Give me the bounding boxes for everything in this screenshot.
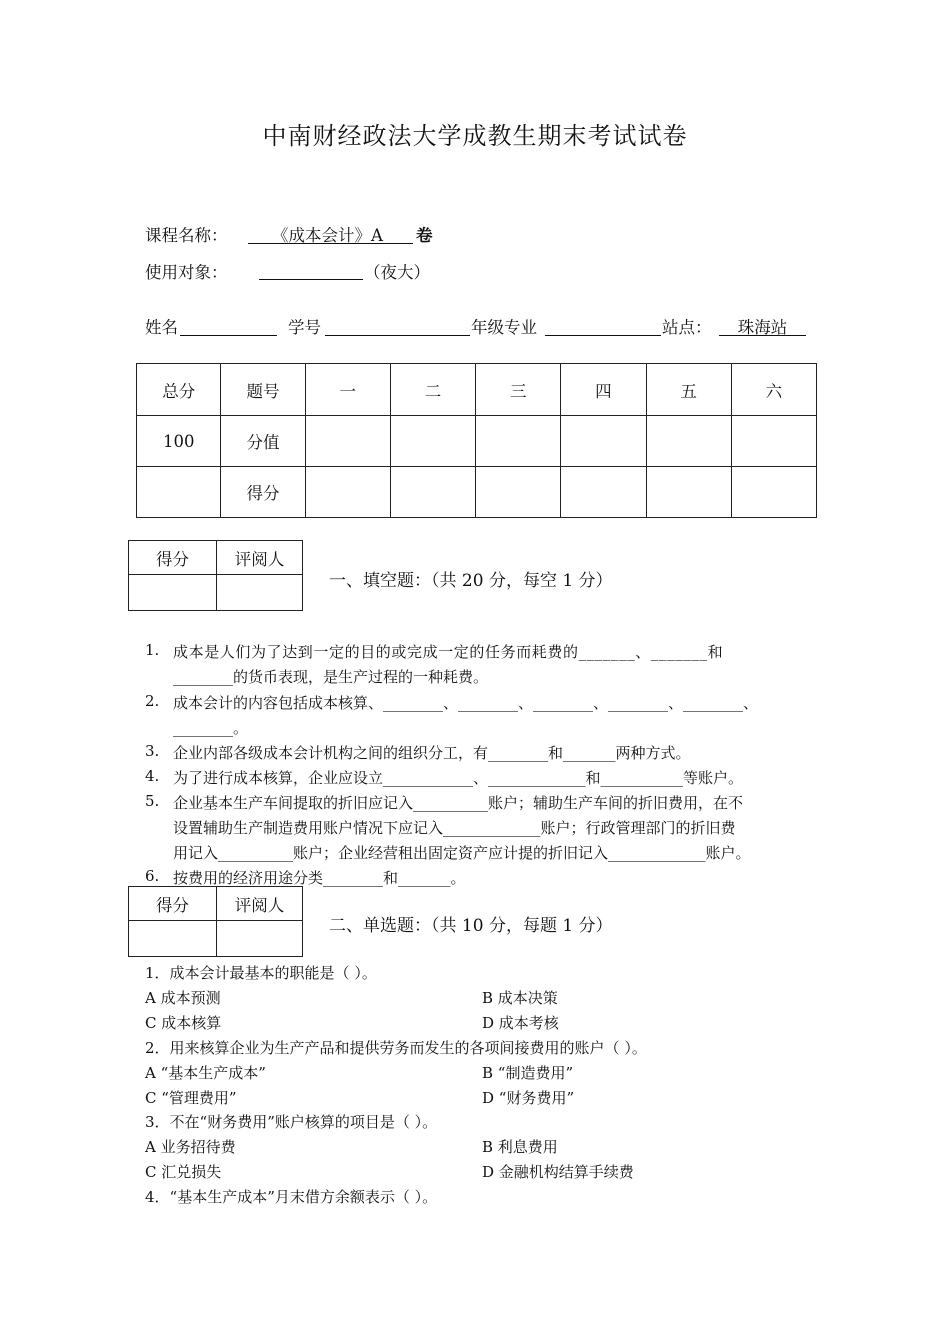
table-cell: 三 <box>476 364 561 416</box>
grader-score-cell <box>129 921 217 957</box>
station-label: 站点： <box>662 318 712 337</box>
name-label: 姓名 <box>145 318 178 337</box>
table-cell: 四 <box>561 364 646 416</box>
question-line: 设置辅助生产制造费用账户情况下应记入_____________账户；行政管理部门的折旧费 <box>173 819 736 837</box>
question-text: 1．成本会计最基本的职能是（ ）。 <box>145 964 377 982</box>
option: B 成本决策 <box>482 989 558 1007</box>
question-line: 成本会计的内容包括成本核算、________、________、________、________、________、 <box>173 694 759 712</box>
table-cell: 总分 <box>137 364 221 416</box>
table-cell <box>731 467 816 518</box>
grader-box-1 <box>128 540 303 611</box>
question-number: 2. <box>145 692 160 710</box>
grader-score-label: 得分 <box>129 887 217 921</box>
option: D 成本考核 <box>482 1014 559 1032</box>
table-cell: 二 <box>390 364 475 416</box>
table-cell <box>646 416 731 467</box>
course-value: 《成本会计》A <box>272 226 383 245</box>
course-suffix: 卷 <box>416 226 433 245</box>
table-cell <box>305 467 390 518</box>
table-cell: 100 <box>137 416 221 467</box>
option: C “管理费用” <box>145 1089 237 1107</box>
table-cell <box>561 467 646 518</box>
section-2-title: 二、单选题：（共 10 分，每题 1 分） <box>329 916 613 936</box>
page-title: 中南财经政法大学成教生期末考试试卷 <box>262 122 688 150</box>
section-1-title: 一、填空题：（共 20 分，每空 1 分） <box>329 571 613 591</box>
table-cell <box>476 416 561 467</box>
target-suffix: （夜大） <box>364 263 430 282</box>
table-cell: 题号 <box>221 364 305 416</box>
grader-reviewer-cell <box>216 921 302 957</box>
table-cell <box>731 416 816 467</box>
course-label: 课程名称： <box>145 226 228 245</box>
grader-score-label: 得分 <box>129 541 217 575</box>
option: C 汇兑损失 <box>145 1163 222 1181</box>
table-cell <box>646 467 731 518</box>
grader-score-cell <box>129 575 217 611</box>
table-cell: 得分 <box>221 467 305 518</box>
name-blank <box>180 335 277 336</box>
grader-reviewer-label: 评阅人 <box>216 541 302 575</box>
table-cell <box>305 416 390 467</box>
table-cell <box>390 416 475 467</box>
course-field <box>248 222 413 244</box>
question-text: 2．用来核算企业为生产产品和提供劳务而发生的各项间接费用的账户（ ）。 <box>145 1039 647 1057</box>
target-blank <box>259 279 363 280</box>
table-cell: 一 <box>305 364 390 416</box>
score-table-header-row <box>137 364 817 416</box>
table-cell: 六 <box>731 364 816 416</box>
option: A “基本生产成本” <box>145 1064 266 1082</box>
table-cell <box>137 467 221 518</box>
id-blank <box>325 335 470 336</box>
grader-reviewer-label: 评阅人 <box>216 887 302 921</box>
option: C 成本核算 <box>145 1014 222 1032</box>
question-line: 用记入__________账户；企业经营租出固定资产应计提的折旧记入_____________账户。 <box>173 844 751 862</box>
table-cell: 五 <box>646 364 731 416</box>
score-table-score-row <box>137 467 817 518</box>
station-value: 珠海站 <box>719 314 806 336</box>
table-cell <box>476 467 561 518</box>
id-label: 学号 <box>288 318 321 337</box>
question-line: 企业内部各级成本会计机构之间的组织分工，有________和_______两种方式。 <box>173 744 691 762</box>
target-label: 使用对象： <box>145 263 228 282</box>
question-number: 4. <box>145 767 160 785</box>
question-line: ________。 <box>173 719 249 737</box>
table-cell <box>390 467 475 518</box>
question-line: 企业基本生产车间提取的折旧应记入__________账户；辅助生产车间的折旧费用，在不 <box>173 794 744 812</box>
option: D 金融机构结算手续费 <box>482 1163 634 1181</box>
option: A 业务招待费 <box>145 1138 236 1156</box>
grade-label: 年级专业 <box>471 318 537 337</box>
score-table <box>136 363 817 518</box>
option: D “财务费用” <box>482 1089 575 1107</box>
score-table-value-row <box>137 416 817 467</box>
question-line: 按费用的经济用途分类________和_______。 <box>173 869 466 887</box>
question-number: 6. <box>145 867 160 885</box>
question-line: 为了进行成本核算，企业应设立____________、_____________和___________等账户。 <box>173 769 744 787</box>
question-number: 5. <box>145 792 160 810</box>
question-number: 1. <box>145 641 160 659</box>
option: B “制造费用” <box>482 1064 574 1082</box>
question-line: 成本是人们为了达到一定的目的或完成一定的任务而耗费的_______、_______和 <box>173 643 724 661</box>
question-line: ________的货币表现，是生产过程的一种耗费。 <box>173 668 489 686</box>
grader-reviewer-cell <box>216 575 302 611</box>
grader-box-2 <box>128 886 303 957</box>
table-cell: 分值 <box>221 416 305 467</box>
question-number: 3. <box>145 742 160 760</box>
question-text: 3．不在“财务费用”账户核算的项目是（ ）。 <box>145 1113 438 1131</box>
option: A 成本预测 <box>145 989 221 1007</box>
option: B 利息费用 <box>482 1138 558 1156</box>
table-cell <box>561 416 646 467</box>
question-text: 4．“基本生产成本”月末借方余额表示（ ）。 <box>145 1188 438 1206</box>
grade-blank <box>545 335 661 336</box>
